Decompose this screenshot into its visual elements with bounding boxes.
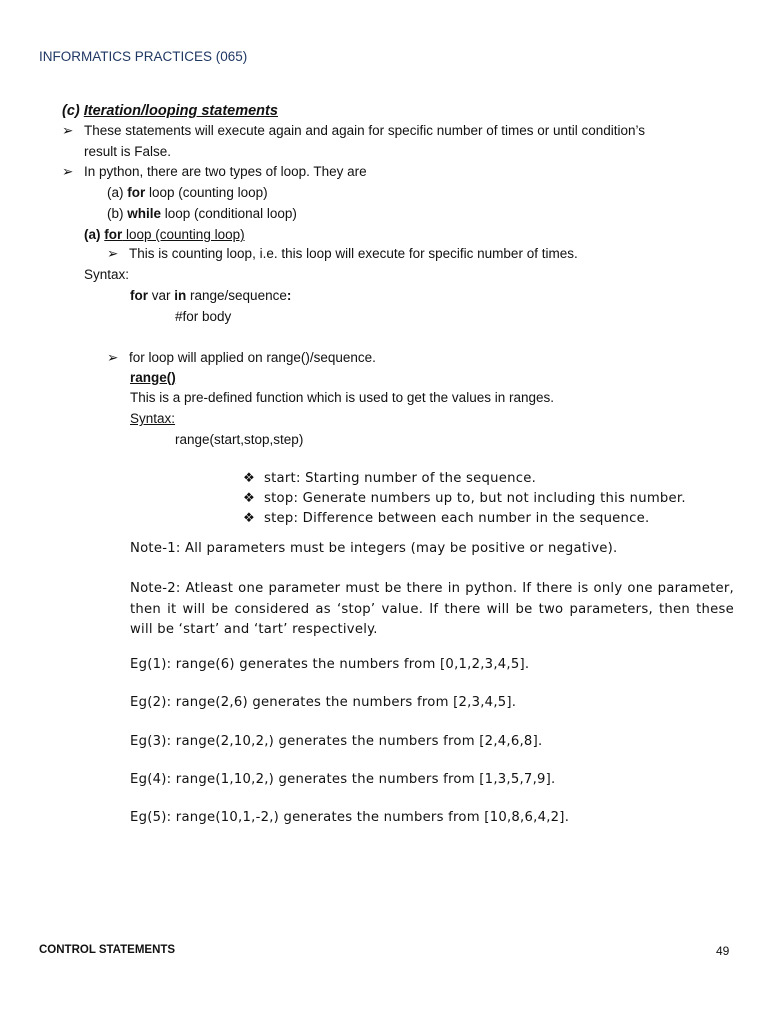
for-heading-text: loop (counting loop)	[122, 227, 245, 242]
syntax-var: var	[148, 288, 175, 303]
param-stop-text: stop: Generate numbers up to, but not including this number.	[264, 491, 686, 506]
for-body-comment: #for body	[175, 309, 232, 324]
note-2: Note-2: Atleast one parameter must be there in python. If there is only one parameter, then it will be considered as ‘stop’ value. If there will be two parameters, then these will be ‘start’ and ‘tart’ respectively.	[130, 581, 734, 637]
loop-type-while-keyword: while	[127, 206, 162, 221]
page-number: 49	[716, 944, 730, 958]
page-header: INFORMATICS PRACTICES (065)	[39, 49, 248, 64]
section-heading	[62, 101, 278, 121]
arrow-bullet-icon: ➢	[62, 123, 74, 138]
param-start-text: start: Starting number of the sequence.	[264, 471, 537, 486]
example-3: Eg(3): range(2,10,2,) generates the numbers from [2,4,6,8].	[130, 734, 543, 749]
example-2: Eg(2): range(2,6) generates the numbers from [2,3,4,5].	[130, 695, 517, 710]
loop-type-while-text: loop (conditional loop)	[161, 206, 297, 221]
loop-type-while-prefix: (b)	[107, 206, 124, 221]
bullet-2	[62, 162, 367, 182]
example-4: Eg(4): range(1,10,2,) generates the numbers from [1,3,5,7,9].	[130, 772, 556, 787]
section-prefix: (c)	[62, 103, 80, 119]
arrow-bullet-icon: ➢	[107, 246, 119, 261]
arrow-bullet-icon: ➢	[62, 164, 74, 179]
diamond-bullet-icon: ❖	[243, 511, 256, 526]
bullet-1-line-1: These statements will execute again and again for specific number of times or until condition’s	[84, 123, 646, 138]
for-heading-keyword: for	[104, 227, 123, 242]
loop-type-for-text: loop (counting loop)	[145, 185, 268, 200]
range-description: This is a pre-defined function which is used to get the values in ranges.	[130, 390, 554, 405]
section-title: Iteration/looping statements	[83, 103, 278, 119]
loop-type-while	[107, 204, 297, 224]
range-bullet	[107, 348, 376, 368]
diamond-bullet-icon: ❖	[243, 491, 256, 506]
range-syntax-label: Syntax:	[130, 411, 176, 426]
loop-type-for	[107, 183, 268, 203]
footer-chapter: CONTROL STATEMENTS	[39, 944, 176, 956]
syntax-colon: :	[286, 288, 292, 303]
for-heading-prefix: (a)	[84, 227, 101, 242]
for-loop-heading	[84, 225, 245, 245]
for-loop-description	[107, 244, 578, 264]
for-description-text: This is counting loop, i.e. this loop will execute for specific number of times.	[129, 246, 578, 261]
loop-type-for-keyword: for	[127, 185, 146, 200]
param-stop	[243, 491, 686, 506]
param-step	[243, 511, 649, 526]
example-5: Eg(5): range(10,1,-2,) generates the numbers from [10,8,6,4,2].	[130, 810, 570, 825]
arrow-bullet-icon: ➢	[107, 350, 119, 365]
loop-type-for-prefix: (a)	[107, 185, 124, 200]
syntax-in-keyword: in	[174, 288, 187, 303]
syntax-for-keyword: for	[130, 288, 148, 303]
param-step-text: step: Difference between each number in the sequence.	[264, 511, 650, 526]
param-start	[243, 471, 536, 486]
range-bullet-text: for loop will applied on range()/sequence.	[129, 350, 376, 365]
syntax-sequence: range/sequence	[186, 288, 287, 303]
range-title: range()	[130, 370, 176, 385]
syntax-label: Syntax:	[84, 267, 130, 282]
bullet-1-line-2: result is False.	[84, 144, 172, 159]
bullet-2-text: In python, there are two types of loop. They are	[84, 164, 367, 179]
diamond-bullet-icon: ❖	[243, 471, 256, 486]
range-syntax: range(start,stop,step)	[175, 432, 304, 447]
example-1: Eg(1): range(6) generates the numbers from [0,1,2,3,4,5].	[130, 657, 530, 672]
bullet-1	[62, 121, 645, 141]
for-syntax-line	[130, 286, 291, 306]
note-1: Note-1: All parameters must be integers (may be positive or negative).	[130, 541, 618, 556]
